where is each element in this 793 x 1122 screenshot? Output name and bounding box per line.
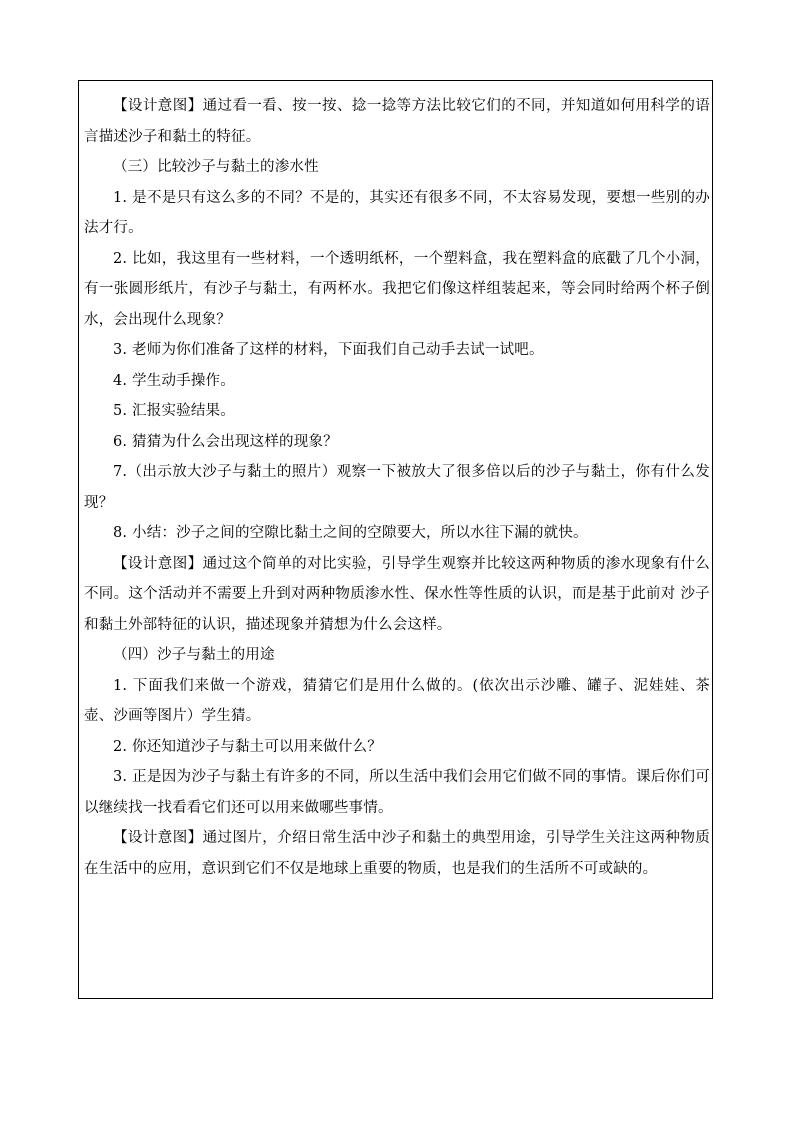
paragraph: 【设计意图】通过图片，介绍日常生活中沙子和黏土的典型用途，引导学生关注这两种物质在生活中的应用，意识到它们不仅是地球上重要的物质，也是我们的生活所不可或缺的。 bbox=[84, 830, 710, 877]
paragraph: 1. 是不是只有这么多的不同？不是的，其实还有很多不同，不太容易发现，要想一些别的办法才行。 bbox=[84, 189, 710, 236]
paragraph: 1. 下面我们来做一个游戏，猜猜它们是用什么做的。(依次出示沙雕、罐子、泥娃娃、茶壶、沙画等图片）学生猜。 bbox=[84, 677, 710, 724]
paragraph: 2. 你还知道沙子与黏土可以用来做什么？ bbox=[113, 738, 382, 755]
paragraph: 8. 小结：沙子之间的空隙比黏土之间的空隙要大，所以水往下漏的就快。 bbox=[113, 525, 588, 541]
section-heading: （三）比较沙子与黏土的渗水性 bbox=[113, 159, 319, 175]
paragraph: 7.（出示放大沙子与黏土的照片）观察一下被放大了很多倍以后的沙子与黏土，你有什么发现？ bbox=[84, 464, 710, 511]
paragraph: 3. 老师为你们准备了这样的材料，下面我们自己动手去试一试吧。 bbox=[113, 342, 544, 358]
paragraph: 5. 汇报实验结果。 bbox=[113, 403, 235, 419]
paragraph: 【设计意图】通过看一看、按一按、捻一捻等方法比较它们的不同，并知道如何用科学的语言描述沙子和黏土的特征。 bbox=[84, 98, 710, 145]
paragraph: 2. 比如，我这里有一些材料，一个透明纸杯，一个塑料盒，我在塑料盒的底戳了几个小洞， 有一张圆形纸片，有沙子与黏土，有两杯水。我把它们像这样组装起来，等会同时给两个杯子倒水，会出现什么现象？ bbox=[84, 250, 720, 328]
paragraph: 【设计意图】通过这个简单的对比实验，引导学生观察并比较这两种物质的渗水现象有什么 不同。这个活动并不需要上升到对两种物质渗水性、保水性等性质的认识，而是基于此前对 沙子和黏土外部特征的认识，描述现象并猜想为什么会这样。 bbox=[84, 555, 715, 633]
paragraph: 3. 正是因为沙子与黏土有许多的不同，所以生活中我们会用它们做不同的事情。课后你们可以继续找一找看看它们还可以用来做哪些事情。 bbox=[84, 769, 710, 816]
paragraph: 6. 猜猜为什么会出现这样的现象？ bbox=[113, 433, 338, 450]
lesson-content bbox=[84, 91, 720, 884]
section-heading: （四）沙子与黏土的用途 bbox=[113, 647, 275, 663]
paragraph: 4. 学生动手操作。 bbox=[113, 372, 235, 389]
